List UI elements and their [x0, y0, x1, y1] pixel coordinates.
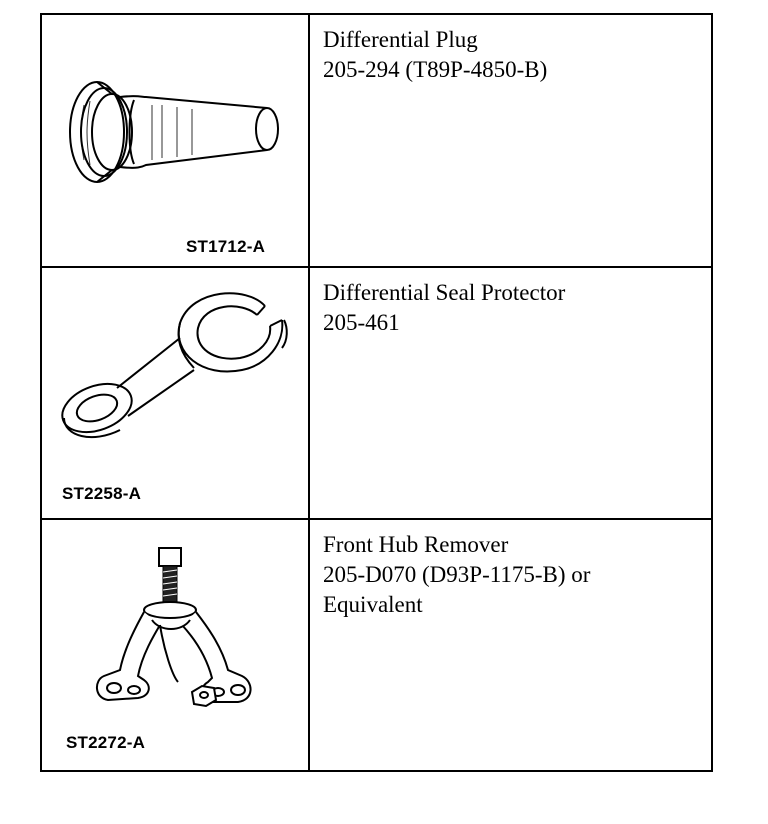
differential-plug-drawing [42, 15, 310, 268]
tool-part-number: 205-294 (T89P-4850-B) [323, 57, 548, 82]
seal-protector-drawing [42, 268, 310, 520]
tool-description-cell [309, 267, 712, 519]
tool-name: Front Hub Remover [323, 532, 509, 557]
figure-code: ST1712-A [186, 237, 266, 256]
tool-part-number: 205-D070 (D93P-1175-B) or [323, 562, 591, 587]
tool-row-seal-protector [41, 267, 712, 519]
tool-description-cell [309, 14, 712, 267]
tool-row-differential-plug [41, 14, 712, 267]
tool-illustration-cell [41, 14, 309, 267]
special-tools-table [40, 13, 713, 772]
tool-row-hub-remover [41, 519, 712, 771]
figure-code: ST2258-A [62, 484, 142, 503]
tool-illustration-cell [41, 519, 309, 771]
tool-illustration-cell [41, 267, 309, 519]
figure-code: ST2272-A [66, 733, 146, 752]
tool-name: Differential Plug [323, 27, 478, 52]
tool-description-cell [309, 519, 712, 771]
tool-part-note: Equivalent [323, 592, 423, 617]
tool-part-number: 205-461 [323, 310, 400, 335]
tool-name: Differential Seal Protector [323, 280, 566, 305]
